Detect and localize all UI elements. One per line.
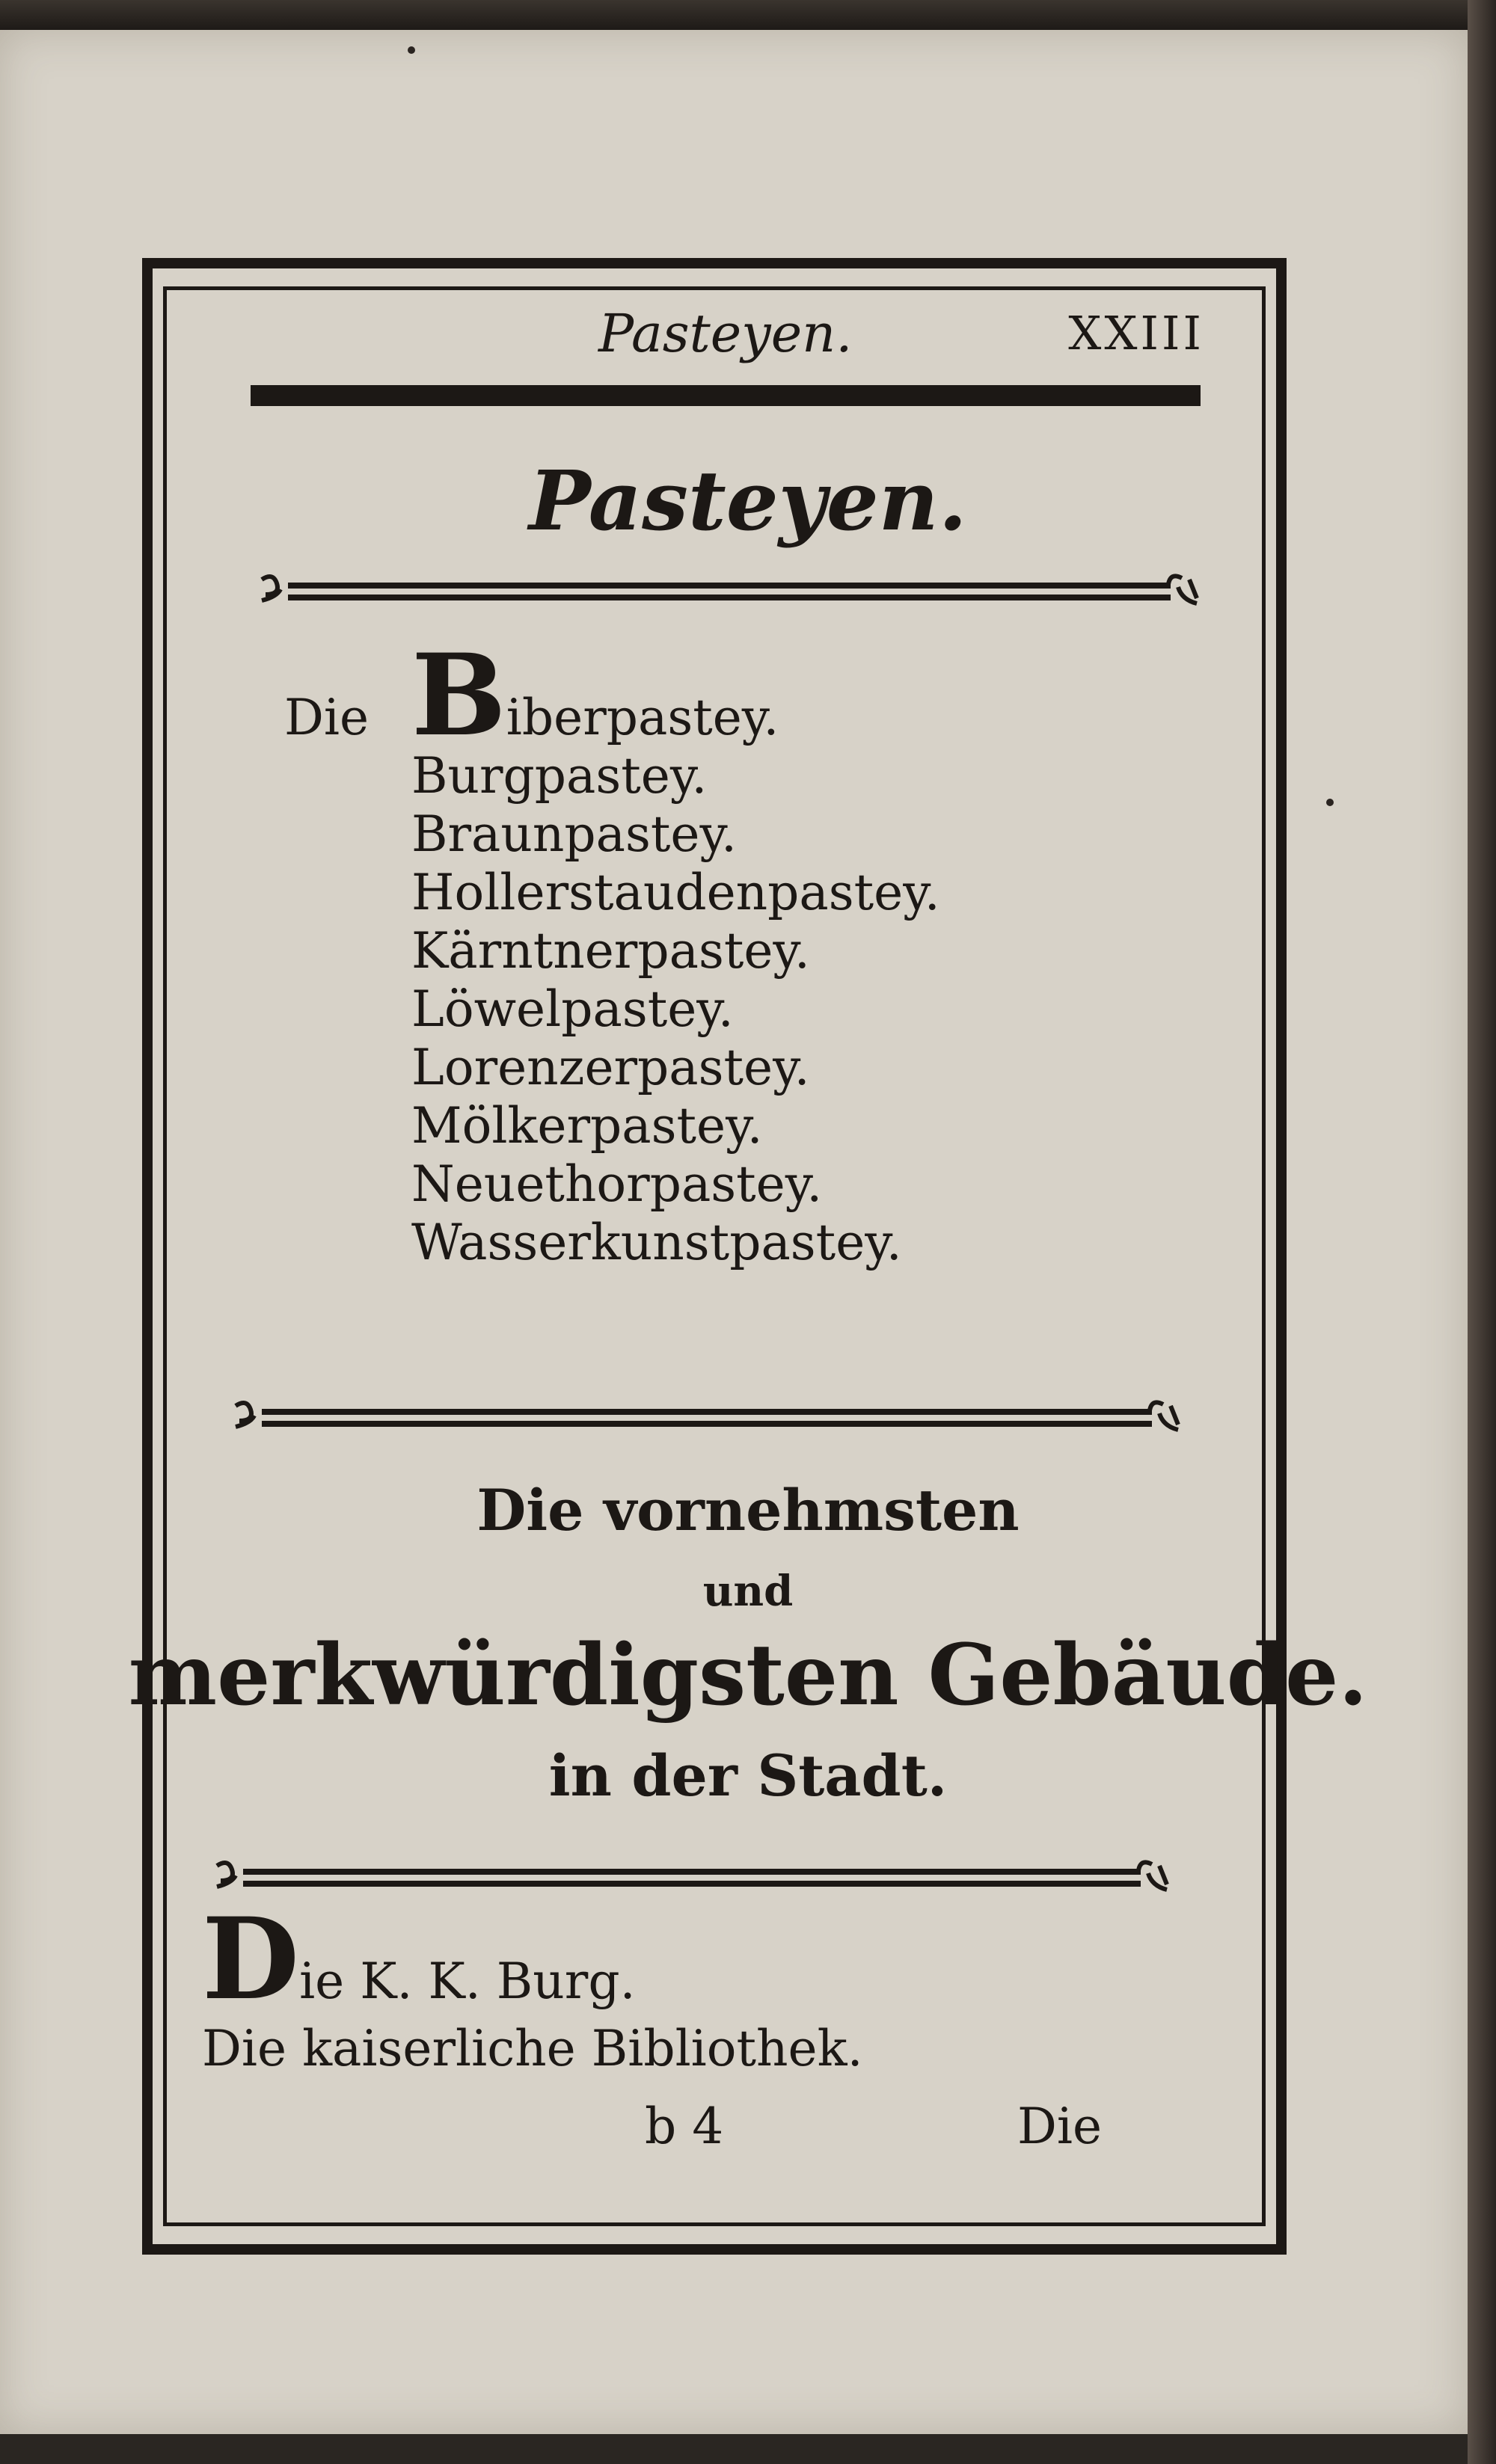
- list-prefix: Die: [284, 689, 370, 746]
- list-item: Neuethorpastey.: [411, 1155, 823, 1213]
- header-rule: [251, 385, 1201, 406]
- list-item: Die kaiserliche Bibliothek.: [202, 2020, 863, 2077]
- bastion-list: [284, 630, 940, 1272]
- list-item: Mölkerpastey.: [411, 1097, 763, 1155]
- list-item: [202, 1893, 863, 2025]
- list-item: [284, 630, 940, 761]
- buildings-heading-line4: in der Stadt.: [548, 1742, 948, 1809]
- list-item-text: ie K. K. Burg.: [299, 1953, 636, 2010]
- drop-cap: D: [202, 1893, 300, 2025]
- running-head-title: Pasteyen.: [598, 303, 853, 364]
- list-item: Kärntnerpastey.: [411, 922, 810, 980]
- buildings-heading-line2: und: [702, 1567, 794, 1616]
- first-item-rest: iberpastey.: [506, 689, 779, 746]
- ornament-rule-2: [228, 1391, 1186, 1443]
- book-top-edge: [0, 0, 1496, 30]
- ink-speck: [408, 46, 415, 54]
- list-item: Burgpastey.: [411, 747, 708, 805]
- ink-speck: [1326, 799, 1334, 806]
- list-item: Braunpastey.: [411, 805, 737, 863]
- list-item: Löwelpastey.: [411, 980, 734, 1038]
- book-binding-edge: [1468, 0, 1496, 2464]
- list-item: Wasserkunstpastey.: [411, 1214, 902, 1271]
- page-number: XXIII: [1068, 306, 1204, 360]
- catchword: Die: [1017, 2098, 1103, 2155]
- list-item: Hollerstaudenpastey.: [411, 864, 940, 921]
- ornament-rule-3: [209, 1851, 1174, 1903]
- buildings-list: [202, 1893, 863, 2083]
- buildings-heading-line1: Die vornehmsten: [476, 1477, 1020, 1543]
- decorated-initial: B: [411, 630, 506, 761]
- ornament-rule-1: [254, 565, 1204, 617]
- running-head: [194, 303, 1204, 363]
- list-item: Lorenzerpastey.: [411, 1039, 810, 1096]
- section-title: Pasteyen.: [529, 452, 967, 549]
- buildings-heading-line3: merkwürdigsten Gebäude.: [128, 1626, 1368, 1724]
- signature-mark: b 4: [645, 2098, 724, 2155]
